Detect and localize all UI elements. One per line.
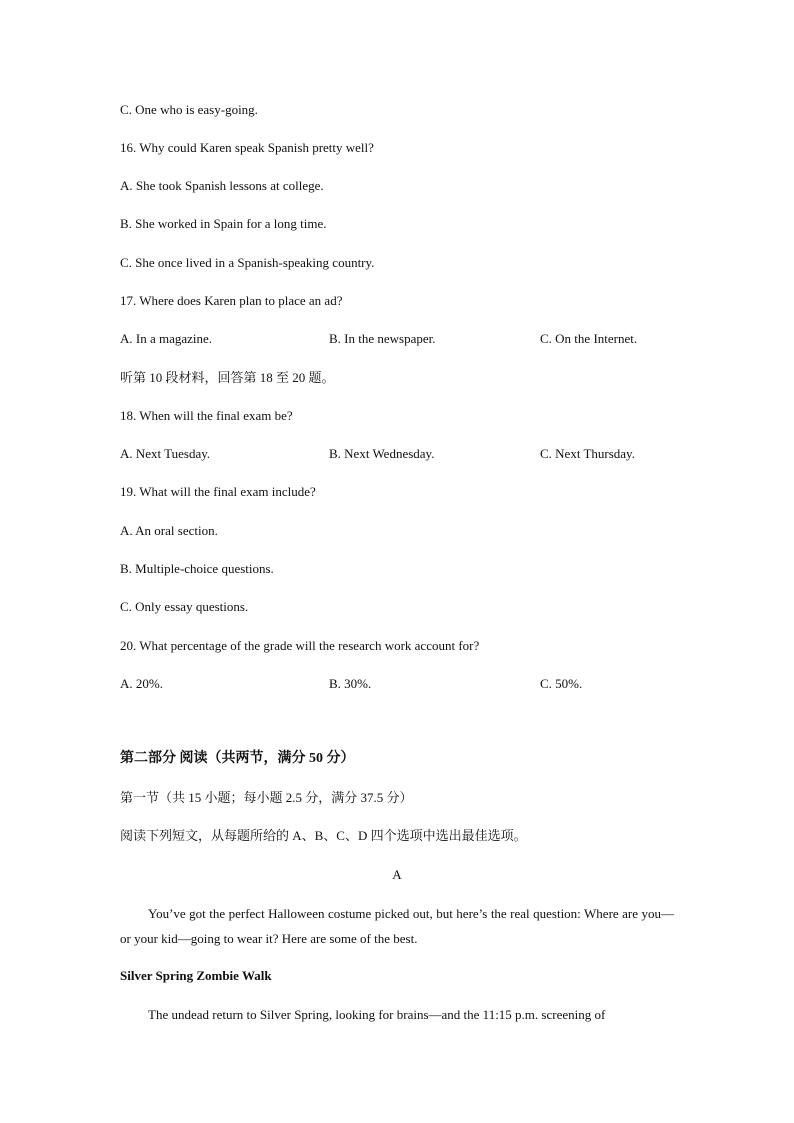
question-17-option-a: A. In a magazine. xyxy=(120,331,213,346)
question-17-option-c: C. On the Internet. xyxy=(540,331,638,346)
question-15-option-c: C. One who is easy-going. xyxy=(120,102,258,117)
question-18-option-a: A. Next Tuesday. xyxy=(120,446,211,461)
question-19-option-c: C. Only essay questions. xyxy=(120,599,249,614)
material-10-instruction: 听第 10 段材料，回答第 18 至 20 题。 xyxy=(120,370,335,385)
question-20-option-a: A. 20%. xyxy=(120,676,163,691)
question-20: 20. What percentage of the grade will the research work account for? xyxy=(120,638,480,653)
question-17-option-b: B. In the newspaper. xyxy=(329,331,436,346)
question-19-option-a: A. An oral section. xyxy=(120,523,218,538)
question-18-option-b: B. Next Wednesday. xyxy=(329,446,435,461)
question-19-option-b: B. Multiple-choice questions. xyxy=(120,561,274,576)
passage-intro: You’ve got the perfect Halloween costume picked out, but here’s the real question: Where are you—or your kid—going to wear it? Here are some of the best. xyxy=(120,906,674,946)
reading-instruction: 阅读下列短文，从每题所给的 A、B、C、D 四个选项中选出最佳选项。 xyxy=(120,828,527,843)
question-16-option-a: A. She took Spanish lessons at college. xyxy=(120,178,324,193)
question-18: 18. When will the final exam be? xyxy=(120,408,293,423)
question-16: 16. Why could Karen speak Spanish pretty well? xyxy=(120,140,374,155)
section-1-heading: 第一节（共 15 小题；每小题 2.5 分，满分 37.5 分） xyxy=(120,790,413,805)
event-title: Silver Spring Zombie Walk xyxy=(120,968,272,983)
question-20-option-b: B. 30%. xyxy=(329,676,372,691)
question-16-option-b: B. She worked in Spain for a long time. xyxy=(120,216,327,231)
question-17: 17. Where does Karen plan to place an ad? xyxy=(120,293,343,308)
question-18-option-c: C. Next Thursday. xyxy=(540,446,635,461)
question-20-option-c: C. 50%. xyxy=(540,676,583,691)
event-text: The undead return to Silver Spring, looking for brains—and the 11:15 p.m. screening of xyxy=(148,1007,606,1022)
question-19: 19. What will the final exam include? xyxy=(120,484,316,499)
question-16-option-c: C. She once lived in a Spanish-speaking country. xyxy=(120,255,375,270)
passage-label: A xyxy=(392,867,402,882)
part-2-title: 第二部分 阅读（共两节，满分 50 分） xyxy=(120,751,355,766)
